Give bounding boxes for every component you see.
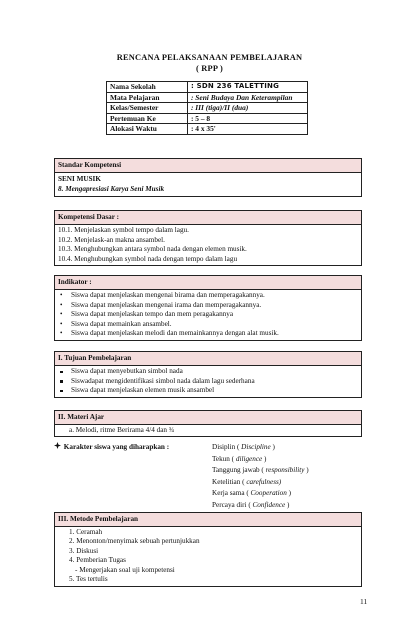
section-header: II. Materi Ajar — [55, 411, 361, 425]
metode-item: 3. Diskusi — [69, 546, 99, 555]
page-number: 11 — [360, 597, 368, 606]
metode-subitem: - Mengerjakan soal uji kompetensi — [75, 565, 175, 574]
indikator-item: • Siswa dapat menjelaskan melodi dan memainkannya dengan alat musik. — [55, 329, 361, 339]
karakter-value: Disiplin ( Discipline ) — [212, 443, 275, 451]
karakter-value: Ketelitian ( carefulness) — [212, 477, 282, 486]
tujuan-item: Siswa dapat menyebutkan simbol nada — [55, 367, 361, 377]
document-subtitle: ( RPP ) — [196, 64, 223, 73]
tujuan-item: Siswadapat mengidentifikasi simbol nada dalam lagu sederhana — [55, 377, 361, 387]
karakter-values — [212, 442, 309, 512]
identity-key: Mata Pelajaran — [107, 92, 188, 103]
indikator-item: • Siswa dapat menjelaskan mengenai irama dan memperagakannya. — [55, 301, 361, 311]
karakter-value: Tekun ( diligence ) — [212, 454, 267, 463]
identity-key: Kelas/Semester — [107, 103, 188, 114]
identity-value: : 5 – 8 — [188, 113, 308, 124]
document-title: RENCANA PELAKSANAAN PEMBELAJARAN — [116, 53, 303, 62]
karakter-value: Tanggung jawab ( responsibility ) — [212, 466, 309, 475]
metode-item: 1. Ceramah — [69, 528, 103, 536]
identity-key: Pertemuan Ke — [107, 113, 188, 124]
identity-value: : 4 x 35' — [188, 124, 308, 135]
kompetensi-item: 10.2. Menjelask-an makna ansambel. — [58, 235, 165, 244]
identity-table — [106, 81, 308, 135]
section-header: III. Metode Pembelajaran — [55, 513, 361, 527]
identity-row-subject — [107, 92, 308, 103]
identity-key: Nama Sekolah — [107, 82, 188, 93]
identity-value: : III (tiga)/II (dua) — [188, 103, 308, 114]
section-header: Kompetensi Dasar : — [55, 211, 361, 225]
diamond-bullet-icon — [54, 442, 62, 451]
identity-row-class — [107, 103, 308, 114]
kompetensi-item: 10.3. Menghubungkan antara symbol nada dengan elemen musik. — [58, 245, 247, 254]
metode-item: 4. Pemberian Tugas — [69, 556, 126, 565]
standar-kompetensi-box — [54, 158, 362, 197]
karakter-value: Percaya diri ( Confidence ) — [212, 500, 290, 509]
materi-item: a. Melodi, ritme Berirama 4/4 dan ¾ — [69, 426, 175, 434]
karakter-value: Kerja sama ( Cooperation ) — [212, 489, 292, 498]
section-header: Standar Kompetensi — [55, 159, 361, 173]
standar-subject: SENI MUSIK — [58, 175, 101, 183]
identity-row-time — [107, 124, 308, 135]
materi-box — [54, 410, 362, 437]
indikator-box — [54, 275, 362, 341]
identity-row-school — [107, 82, 308, 93]
metode-item: 2. Menonton/menyimak sebuah pertunjukkan — [69, 537, 200, 546]
kompetensi-item: 10.4. Menghubungkan symbol nada dengan tempo dalam lagu — [58, 254, 238, 263]
section-header: I. Tujuan Pembelajaran — [55, 352, 361, 366]
kompetensi-dasar-box — [54, 210, 362, 266]
tujuan-box — [54, 351, 362, 398]
standar-item: 8. Mengapresiasi Karya Seni Musik — [58, 184, 165, 193]
metode-item: 5. Tes tertulis — [69, 574, 108, 583]
karakter-label: Karakter siswa yang diharapkan : — [63, 443, 170, 451]
karakter-label-line — [54, 442, 169, 451]
identity-row-meeting — [107, 113, 308, 124]
indikator-item: • Siswa dapat menjelaskan mengenai birama dan memperagakannya. — [55, 291, 361, 301]
kompetensi-item: 10.1. Menjelaskan symbol tempo dalam lagu. — [58, 226, 189, 234]
identity-key: Alokasi Waktu — [107, 124, 188, 135]
tujuan-item: Siswa dapat menjelaskan elemen musik ansambel — [55, 386, 361, 396]
indikator-item: • Siswa dapat memainkan ansambel. — [55, 320, 361, 330]
indikator-item: • Siswa dapat menjelaskan tempo dan mem peragakannya — [55, 310, 361, 320]
identity-value: : Seni Budaya Dan Keterampilan — [188, 92, 308, 103]
section-header: Indikator : — [55, 276, 361, 290]
identity-value: : SDN 236 TALETTING — [188, 82, 308, 93]
metode-box — [54, 512, 362, 587]
